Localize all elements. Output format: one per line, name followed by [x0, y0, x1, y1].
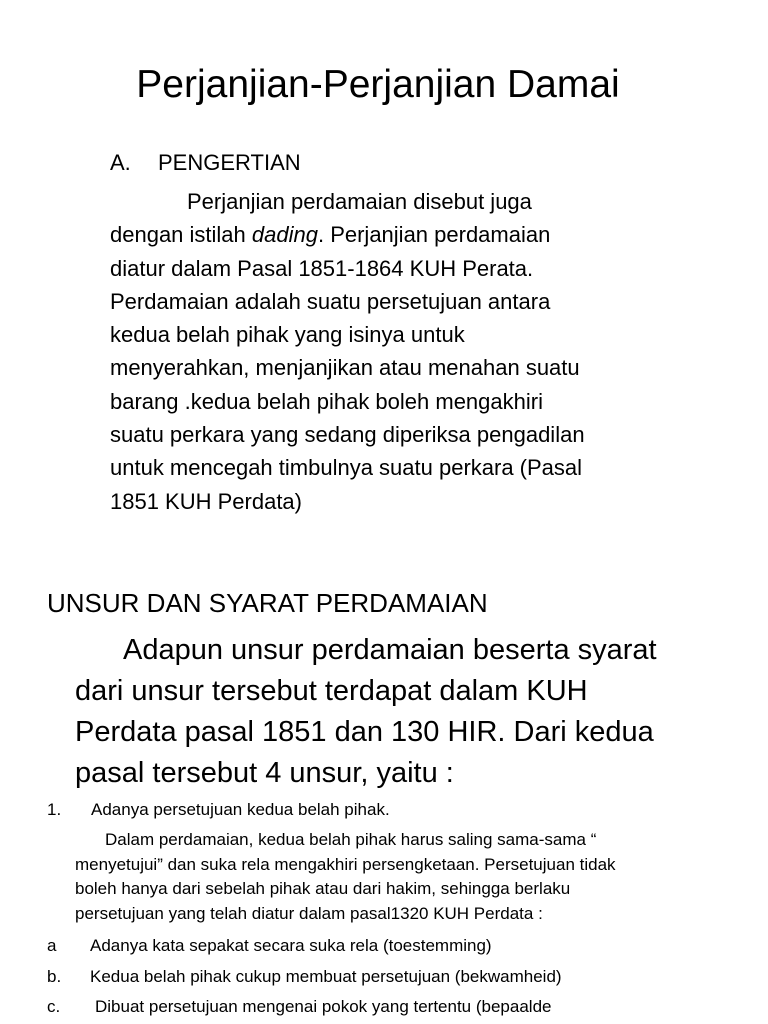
- sub-item-text: Dibuat persetujuan mengenai pokok yang tertentu (bepaalde: [95, 997, 552, 1016]
- section-a-heading: [110, 148, 301, 178]
- list-item-body: [75, 828, 735, 926]
- sub-item-marker: b.: [47, 967, 62, 986]
- list-item: [47, 798, 390, 822]
- sub-item-marker: a: [47, 936, 57, 955]
- section-a-title: PENGERTIAN: [158, 150, 301, 175]
- section-b-heading: UNSUR DAN SYARAT PERDAMAIAN: [47, 588, 488, 618]
- body-line: menyetujui” dan suka rela mengakhiri persengketaan. Persetujuan tidak: [75, 854, 616, 874]
- body-line: Dalam perdamaian, kedua belah pihak harus saling sama-sama “: [105, 830, 597, 849]
- section-a-letter: A.: [110, 150, 131, 175]
- sub-item-text: Kedua belah pihak cukup membuat persetujuan (bekwamheid): [90, 967, 562, 986]
- paragraph-line: kedua belah pihak yang isinya untuk: [110, 322, 465, 348]
- section-b-intro: [75, 630, 745, 794]
- intro-line: Adapun unsur perdamaian beserta syarat: [123, 634, 657, 666]
- paragraph-line: menyerahkan, menjanjikan atau menahan suatu: [110, 355, 580, 381]
- list-item-text: Adanya persetujuan kedua belah pihak.: [91, 800, 390, 819]
- paragraph-line: Perdamaian adalah suatu persetujuan antara: [110, 288, 551, 314]
- paragraph-line: diatur dalam Pasal 1851-1864 KUH Perata.: [110, 255, 534, 281]
- body-line: boleh hanya dari sebelah pihak atau dari hakim, sehingga berlaku: [75, 879, 571, 898]
- paragraph-line: 1851 KUH Perdata): [110, 488, 302, 514]
- list-number: 1.: [47, 800, 62, 819]
- sub-item-c: [47, 995, 552, 1019]
- page-title: Perjanjian-Perjanjian Damai: [136, 63, 620, 106]
- paragraph-line: suatu perkara yang sedang diperiksa pengadilan: [110, 422, 585, 448]
- paragraph-text: dengan istilah: [110, 222, 252, 248]
- intro-line: Perdata pasal 1851 dan 130 HIR. Dari kedua: [75, 716, 654, 748]
- sub-item-marker: c.: [47, 997, 61, 1016]
- intro-line: pasal tersebut 4 unsur, yaitu :: [75, 757, 454, 789]
- paragraph-line: Perjanjian perdamaian disebut juga: [187, 189, 532, 214]
- body-line: persetujuan yang telah diatur dalam pasal1320 KUH Perdata :: [75, 903, 543, 923]
- intro-line: dari unsur tersebut terdapat dalam KUH: [75, 675, 588, 707]
- paragraph-text: . Perjanjian perdamaian: [317, 222, 551, 248]
- paragraph-line: barang .kedua belah pihak boleh mengakhiri: [110, 388, 543, 414]
- italic-term: dading: [251, 222, 318, 248]
- paragraph-line: untuk mencegah timbulnya suatu perkara (Pasal: [110, 455, 583, 481]
- sub-item-text: Adanya kata sepakat secara suka rela (toestemming): [90, 936, 492, 955]
- sub-item-b: [47, 965, 562, 989]
- paragraph-line: [110, 218, 670, 251]
- sub-item-a: [47, 934, 492, 958]
- section-a-paragraph: [110, 185, 670, 518]
